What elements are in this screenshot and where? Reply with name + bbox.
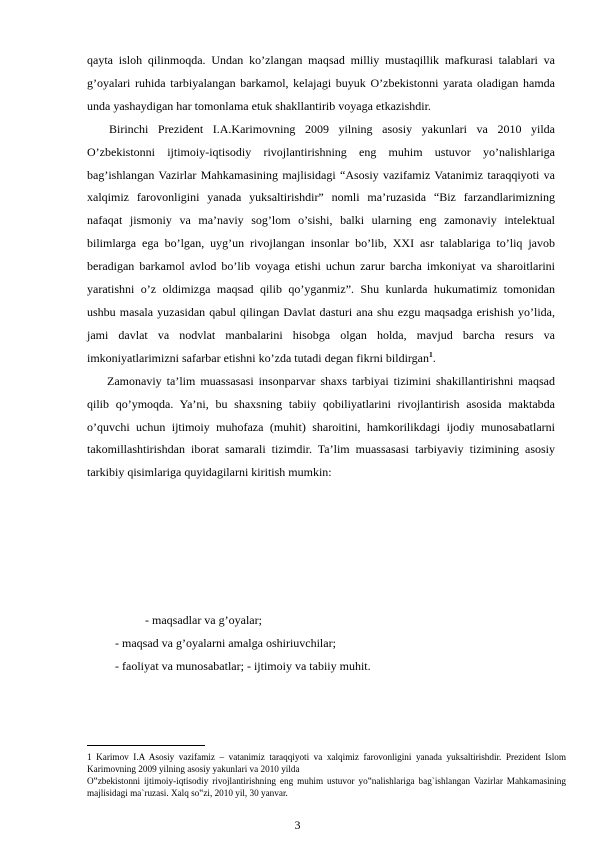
paragraph-2-end: .: [432, 350, 436, 365]
footnote-line-2: O‟zbekistonni ijtimoiy-iqtisodiy rivojlantirishning eng muhim ustuvor yo‟nalishlariga bag`ishlangan Vazirlar Mahkamasining majlisidagi ma`ruzasi. Xalq so‟zi, 2010 yil, 30 yanvar.: [87, 776, 566, 799]
footnote-line-1: 1 Karimov I.A Asosiy vazifamiz – vatanimiz taraqqiyoti va xalqimiz farovonligini yanada yuksaltirishdir. Prezident Islom Karimovning 2009 yilning asosiy yakunlari va 2010 yilda: [87, 752, 566, 775]
paragraph-1: qayta isloh qilinmoqda. Undan ko’zlangan maqsad milliy mustaqillik mafkurasi talablari va g’oyalari ruhida tarbiyalangan barkamol, kelajagi buyuk O’zbekistonni yarata oladigan hamda unda yashaydigan har tomonlama etuk shakllantirib voyaga etkazishdir.: [87, 53, 555, 113]
page-number: 3: [294, 818, 301, 832]
body-text: [87, 49, 555, 484]
list-item: - faoliyat va munosabatlar; - ijtimoiy va tabiiy muhit.: [115, 659, 371, 673]
footnote-separator: [87, 745, 205, 746]
list-item: - maqsad va g’oyalarni amalga oshiriuvchilar;: [115, 636, 336, 650]
footnote-reference[interactable]: 1: [429, 349, 433, 359]
paragraph-2-text: Birinchi Prezident I.A.Karimovning 2009 yilning asosiy yakunlari va 2010 yilda O’zbekistonni ijtimoiy-iqtisodiy rivojlantirishning eng muhim ustuvor yo’nalishlariga bag’ishlangan Vazirlar Mahkamasining majlisidagi “Asosiy vazifamiz Vatanimiz taraqqiyoti va xalqimiz farovonligini yanada yuksaltirishdir” nomli ma’ruzasida “Biz farzandlarimizning nafaqat jismoniy va ma’naviy sog’lom o’sishi, balki ularning eng zamonaviy intelektual bilimlarga ega bo’lgan, uyg’un rivojlangan insonlar bo’lib, XXI asr talablariga to’liq javob beradigan barkamol avlod bo’lib voyaga etishi uchun zarur barcha imkoniyat va sharoitlarini yaratishni o’z oldimizga maqsad qilib qo’yganmiz”. Shu kunlarda hukumatimiz tomonidan ushbu masala yuzasidan qabul qilingan Davlat dasturi ana shu ezgu maqsadga erishish yo’lida, jami davlat va nodvlat manbalarini hisobga olgan holda, mavjud barcha resurs va imkoniyatlarimizni safarbar etishni ko’zda tutadi degan fikrni bildirgan: [87, 121, 555, 365]
paragraph-3: Zamonaviy ta’lim muassasasi insonparvar shaxs tarbiyai tizimini shakillantirishni maqsad qilib qo’ymoqda. Ya’ni, bu shaxsning tabiiy qobiliyatlarini rivojlantirish asosida maktabda o’quvchi uchun ijtimoiy muhofaza (muhit) sharoitini, hamkorilikdagi ijodiy munosabatlarni takomillashtirishdan iborat samarali tizimdir. Ta’lim muassasasi tarbiyaviy tizimining asosiy tarkibiy qisimlariga quyidagilarni kiritish mumkin:: [87, 373, 555, 480]
paragraph-2: [87, 118, 555, 370]
footnote: [87, 751, 566, 799]
list-item: - maqsadlar va g’oyalar;: [145, 613, 262, 627]
